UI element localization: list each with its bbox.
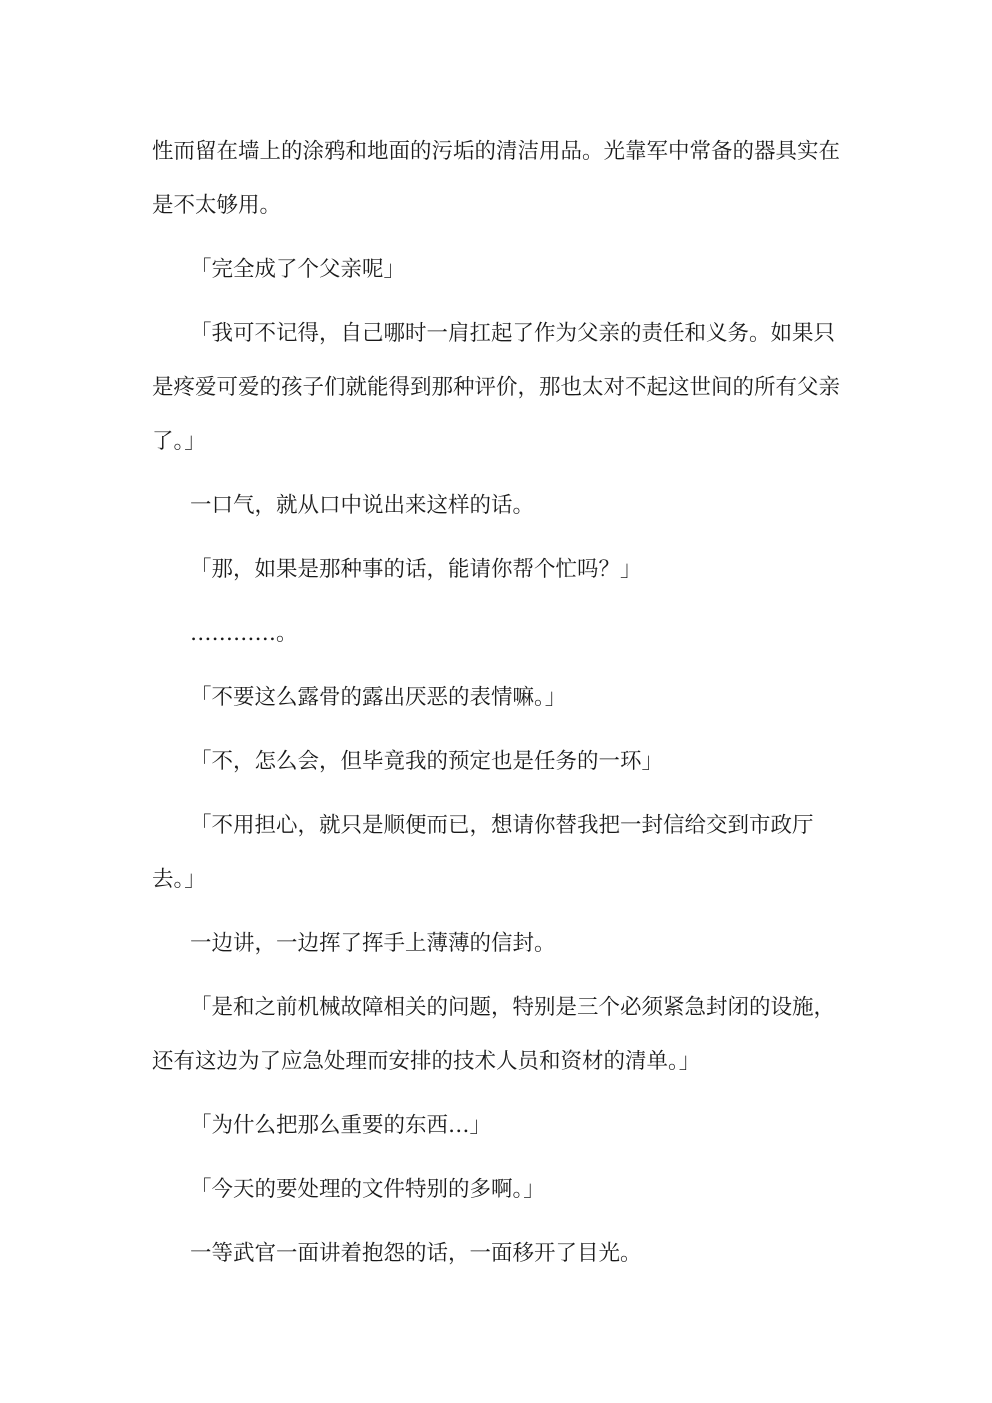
paragraph: 「那，如果是那种事的话，能请你帮个忙吗？」	[190, 557, 642, 582]
paragraph: …………。	[190, 621, 298, 646]
paragraph: 一等武官一面讲着抱怨的话，一面移开了目光。	[190, 1241, 642, 1266]
paragraph: 「是和之前机械故障相关的问题，特别是三个必须紧急封闭的设施，还有这边为了应急处理而安排的技术人员和资材的清单。」	[152, 995, 836, 1074]
paragraph: 「不用担心，就只是顺便而已，想请你替我把一封信给交到市政厅去。」	[152, 813, 814, 892]
paragraph: 性而留在墙上的涂鸦和地面的污垢的清洁用品。光靠军中常备的器具实在是不太够用。	[152, 139, 841, 218]
paragraph: 一边讲，一边挥了挥手上薄薄的信封。	[190, 931, 556, 956]
paragraph: 「完全成了个父亲呢」	[190, 257, 406, 282]
paragraph: 「今天的要处理的文件特别的多啊。」	[190, 1177, 545, 1202]
paragraph: 一口气，就从口中说出来这样的话。	[190, 493, 535, 518]
paragraph: 「不，怎么会，但毕竟我的预定也是任务的一环」	[190, 749, 664, 774]
body-text	[152, 125, 852, 1291]
paragraph: 「为什么把那么重要的东西…」	[190, 1113, 492, 1138]
paragraph: 「我可不记得，自己哪时一肩扛起了作为父亲的责任和义务。如果只是疼爱可爱的孩子们就能得到那种评价，那也太对不起这世间的所有父亲了。」	[152, 321, 841, 454]
paragraph: 「不要这么露骨的露出厌恶的表情嘛。」	[190, 685, 567, 710]
